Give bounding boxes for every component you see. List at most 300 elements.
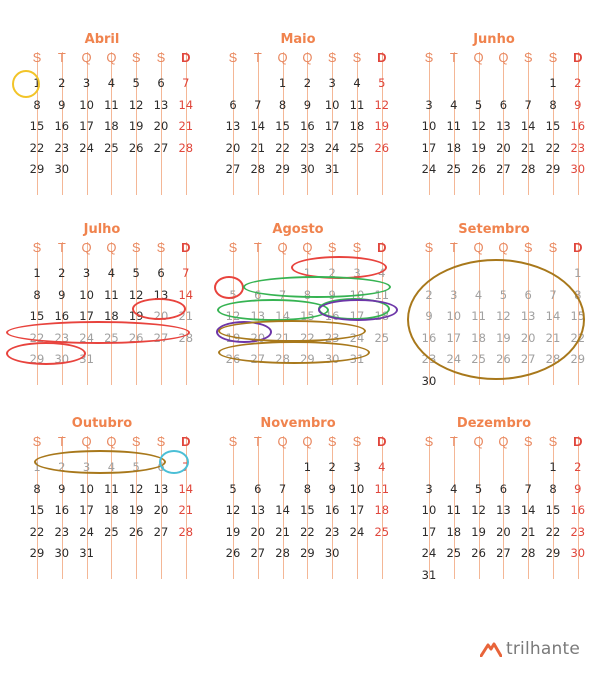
weekday-header: S [424, 50, 434, 65]
day-cell[interactable]: 30 [324, 546, 340, 561]
day-cell[interactable]: 27 [520, 352, 536, 367]
day-cell[interactable]: 23 [324, 524, 340, 539]
weekday-header: S [523, 240, 533, 255]
day-cell[interactable]: 12 [225, 309, 241, 324]
day-cell[interactable]: 14 [545, 309, 561, 324]
day-cell[interactable]: 3 [353, 460, 361, 474]
day-cell[interactable]: 20 [153, 503, 169, 518]
day-cell[interactable]: 11 [471, 309, 486, 324]
day-cell[interactable]: 30 [324, 352, 340, 367]
day-cell[interactable]: 6 [524, 287, 532, 302]
day-cell[interactable]: 10 [79, 97, 94, 112]
day-cell[interactable]: 25 [374, 524, 390, 539]
day-cell[interactable]: 29 [570, 352, 586, 367]
day-cell[interactable]: 15 [545, 503, 561, 518]
day-cell[interactable]: 27 [153, 330, 169, 345]
day-cell[interactable]: 15 [300, 503, 315, 518]
day-cell[interactable]: 16 [421, 330, 437, 345]
day-cell[interactable]: 9 [58, 287, 66, 302]
day-cell[interactable]: 20 [250, 330, 266, 345]
day-cell[interactable]: 1 [33, 76, 41, 90]
day-cell[interactable]: 30 [421, 374, 437, 388]
day-cell[interactable]: 12 [128, 481, 144, 496]
day-cell[interactable]: 26 [225, 546, 241, 561]
weekday-header: D [377, 434, 387, 449]
day-cell[interactable]: 3 [450, 287, 458, 302]
month-novembro [208, 394, 388, 574]
day-cell[interactable]: 25 [104, 330, 119, 345]
day-cell[interactable]: 2 [303, 76, 312, 90]
day-cell[interactable]: 12 [471, 503, 486, 518]
weekday-header: T [449, 50, 458, 65]
day-cell[interactable]: 27 [250, 352, 266, 367]
day-cell[interactable]: 7 [278, 481, 287, 496]
day-cell[interactable]: 3 [82, 266, 91, 280]
day-cell[interactable]: 29 [300, 546, 315, 561]
day-cell[interactable]: 2 [328, 460, 336, 474]
day-cell[interactable]: 24 [349, 330, 365, 345]
day-cell[interactable]: 3 [82, 76, 91, 90]
day-cell[interactable]: 19 [374, 119, 390, 134]
day-cell[interactable]: 8 [303, 481, 312, 496]
day-cell[interactable]: 5 [132, 460, 140, 474]
day-cell[interactable]: 4 [107, 266, 116, 280]
day-cell[interactable]: 2 [58, 266, 66, 280]
day-cell[interactable]: 7 [182, 266, 190, 280]
day-cell[interactable]: 30 [54, 352, 70, 367]
day-cell[interactable]: 9 [328, 481, 336, 496]
day-cell[interactable]: 13 [153, 481, 169, 496]
day-cell[interactable]: 8 [33, 97, 41, 112]
day-cell[interactable]: 23 [54, 330, 70, 345]
day-cell[interactable]: 20 [153, 119, 169, 134]
day-cell[interactable]: 14 [275, 503, 290, 518]
day-cell[interactable]: 11 [349, 97, 365, 112]
day-cell[interactable]: 14 [520, 503, 536, 518]
day-cell[interactable]: 18 [104, 309, 119, 324]
day-cell[interactable]: 23 [421, 352, 437, 367]
day-cell[interactable]: 12 [496, 309, 511, 324]
day-cell[interactable]: 17 [446, 330, 462, 345]
day-cell[interactable]: 19 [128, 309, 144, 324]
weekday-header: Q [81, 434, 92, 449]
weekday-header: S [228, 240, 238, 255]
day-cell[interactable]: 24 [79, 140, 94, 155]
day-cell[interactable]: 17 [421, 140, 437, 155]
day-cell[interactable]: 14 [520, 119, 536, 134]
day-cell[interactable]: 13 [496, 503, 511, 518]
day-cell[interactable]: 31 [79, 352, 94, 367]
day-cell[interactable]: 23 [54, 140, 70, 155]
day-cell[interactable]: 17 [79, 119, 94, 134]
day-cell[interactable]: 10 [79, 287, 94, 302]
day-cell[interactable]: 17 [79, 309, 94, 324]
day-cell[interactable]: 16 [570, 503, 586, 518]
day-cell[interactable]: 6 [254, 287, 262, 302]
weekday-header: D [181, 434, 191, 449]
day-cell[interactable]: 23 [300, 140, 315, 155]
day-cell[interactable]: 8 [549, 481, 557, 496]
day-cell[interactable]: 26 [374, 140, 390, 155]
day-cell[interactable]: 3 [425, 481, 433, 496]
day-cell[interactable]: 17 [79, 503, 94, 518]
day-cell[interactable]: 28 [275, 546, 290, 561]
day-cell[interactable]: 16 [54, 309, 70, 324]
day-cell[interactable]: 14 [178, 287, 194, 302]
day-cell[interactable]: 7 [524, 481, 532, 496]
month-title: Abril [84, 32, 120, 47]
day-cell[interactable]: 15 [300, 309, 315, 324]
day-cell[interactable]: 21 [178, 309, 194, 324]
day-cell[interactable]: 18 [374, 503, 390, 518]
weekday-header: T [449, 240, 458, 255]
day-cell[interactable]: 2 [328, 266, 336, 280]
day-cell[interactable]: 3 [82, 460, 91, 474]
day-cell[interactable]: 22 [29, 140, 45, 155]
day-cell[interactable]: 28 [545, 352, 561, 367]
day-cell[interactable]: 24 [421, 546, 437, 561]
day-cell[interactable]: 14 [178, 481, 194, 496]
day-cell[interactable]: 18 [104, 503, 119, 518]
day-cell[interactable]: 13 [520, 309, 536, 324]
day-cell[interactable]: 16 [54, 503, 70, 518]
day-cell[interactable]: 24 [324, 140, 340, 155]
day-cell[interactable]: 31 [324, 162, 340, 177]
day-cell[interactable]: 26 [128, 330, 144, 345]
day-cell[interactable]: 2 [58, 76, 66, 90]
day-cell[interactable]: 22 [300, 330, 315, 345]
day-cell[interactable]: 19 [225, 524, 241, 539]
trilhante-logo [480, 637, 580, 661]
day-cell[interactable]: 18 [446, 524, 462, 539]
day-cell[interactable]: 28 [275, 352, 290, 367]
day-cell[interactable]: 17 [324, 119, 340, 134]
day-cell[interactable]: 10 [349, 481, 365, 496]
day-cell[interactable]: 6 [499, 481, 508, 496]
day-cell[interactable]: 28 [520, 546, 536, 561]
day-cell[interactable]: 28 [520, 162, 536, 177]
day-cell[interactable]: 29 [300, 352, 315, 367]
day-cell[interactable]: 1 [549, 76, 557, 90]
day-cell[interactable]: 23 [324, 330, 340, 345]
day-cell[interactable]: 18 [471, 330, 486, 345]
highlight-olive [34, 450, 166, 474]
day-cell[interactable]: 13 [153, 287, 169, 302]
day-cell[interactable]: 21 [520, 524, 536, 539]
day-cell[interactable]: 12 [225, 503, 241, 518]
day-cell[interactable]: 19 [471, 524, 486, 539]
day-cell[interactable]: 1 [549, 460, 557, 474]
day-cell[interactable]: 22 [545, 140, 561, 155]
day-cell[interactable]: 22 [29, 330, 45, 345]
day-cell[interactable]: 29 [275, 162, 290, 177]
day-cell[interactable]: 27 [496, 546, 511, 561]
day-cell[interactable]: 5 [229, 481, 237, 496]
highlight-yellow [12, 70, 40, 98]
day-cell[interactable]: 8 [549, 97, 557, 112]
day-cell[interactable]: 27 [496, 162, 511, 177]
day-cell[interactable]: 1 [574, 266, 582, 280]
day-cell[interactable]: 15 [29, 309, 45, 324]
day-cell[interactable]: 29 [545, 546, 561, 561]
month-title: Julho [83, 222, 121, 237]
day-cell[interactable]: 15 [545, 119, 561, 134]
weekday-header: S [523, 50, 533, 65]
day-cell[interactable]: 18 [104, 119, 119, 134]
day-cell[interactable]: 2 [58, 460, 66, 474]
day-cell[interactable]: 7 [524, 97, 532, 112]
day-cell[interactable]: 19 [128, 503, 144, 518]
day-cell[interactable]: 1 [33, 460, 41, 474]
day-cell[interactable]: 15 [570, 309, 586, 324]
weekday-header: Q [106, 50, 117, 65]
day-cell[interactable]: 25 [446, 546, 462, 561]
day-cell[interactable]: 28 [178, 330, 194, 345]
day-cell[interactable]: 23 [570, 524, 586, 539]
day-cell[interactable]: 7 [182, 76, 190, 90]
day-cell[interactable]: 25 [349, 140, 365, 155]
day-cell[interactable]: 20 [520, 330, 536, 345]
day-cell[interactable]: 6 [157, 460, 165, 474]
day-cell[interactable]: 8 [33, 481, 41, 496]
day-cell[interactable]: 22 [570, 330, 586, 345]
day-cell[interactable]: 31 [421, 568, 437, 582]
day-cell[interactable]: 12 [374, 97, 390, 112]
day-cell[interactable]: 3 [425, 97, 433, 112]
day-cell[interactable]: 13 [250, 503, 266, 518]
day-cell[interactable]: 22 [300, 524, 315, 539]
day-cell[interactable]: 24 [446, 352, 462, 367]
day-cell[interactable]: 19 [225, 330, 241, 345]
day-cell[interactable]: 9 [58, 481, 66, 496]
day-cell[interactable]: 6 [229, 97, 237, 112]
day-cell[interactable]: 9 [58, 97, 66, 112]
day-cell[interactable]: 3 [328, 76, 336, 90]
day-cell[interactable]: 21 [178, 119, 194, 134]
day-cell[interactable]: 13 [250, 309, 266, 324]
day-cell[interactable]: 8 [574, 287, 582, 302]
day-cell[interactable]: 16 [570, 119, 586, 134]
day-cell[interactable]: 21 [520, 140, 536, 155]
day-cell[interactable]: 27 [250, 546, 266, 561]
day-cell[interactable]: 2 [574, 76, 582, 90]
day-cell[interactable]: 1 [33, 266, 41, 280]
day-cell[interactable]: 11 [374, 481, 390, 496]
weekday-header: S [548, 434, 558, 449]
day-cell[interactable]: 21 [545, 330, 561, 345]
day-cell[interactable]: 4 [474, 287, 483, 302]
day-cell[interactable]: 20 [153, 309, 169, 324]
day-cell[interactable]: 10 [324, 97, 340, 112]
day-cell[interactable]: 22 [275, 140, 290, 155]
day-cell[interactable]: 9 [425, 309, 433, 324]
day-cell[interactable]: 4 [378, 266, 386, 280]
day-cell[interactable]: 28 [178, 140, 194, 155]
day-cell[interactable]: 15 [275, 119, 290, 134]
day-cell[interactable]: 22 [545, 524, 561, 539]
day-cell[interactable]: 4 [450, 481, 458, 496]
day-cell[interactable]: 31 [79, 546, 94, 561]
day-cell[interactable]: 24 [79, 524, 94, 539]
day-cell[interactable]: 26 [471, 162, 486, 177]
day-cell[interactable]: 29 [29, 352, 45, 367]
day-cell[interactable]: 4 [353, 76, 361, 90]
day-cell[interactable]: 27 [153, 140, 169, 155]
day-cell[interactable]: 21 [275, 330, 290, 345]
month-title: Outubro [71, 416, 133, 431]
day-cell[interactable]: 29 [545, 162, 561, 177]
day-cell[interactable]: 19 [496, 330, 511, 345]
day-cell[interactable]: 1 [303, 266, 312, 280]
day-cell[interactable]: 29 [29, 162, 45, 177]
day-cell[interactable]: 9 [574, 97, 582, 112]
day-cell[interactable]: 14 [250, 119, 266, 134]
day-cell[interactable]: 26 [225, 352, 241, 367]
weekday-header: S [32, 50, 42, 65]
day-cell[interactable]: 16 [324, 309, 340, 324]
day-cell[interactable]: 4 [450, 97, 458, 112]
day-cell[interactable]: 26 [471, 546, 486, 561]
day-cell[interactable]: 11 [446, 503, 462, 518]
day-cell[interactable]: 19 [471, 140, 486, 155]
day-cell[interactable]: 19 [128, 119, 144, 134]
day-cell[interactable]: 1 [278, 76, 287, 90]
day-cell[interactable]: 7 [254, 97, 262, 112]
day-cell[interactable]: 17 [349, 309, 365, 324]
day-cell[interactable]: 16 [324, 503, 340, 518]
day-cell[interactable]: 21 [178, 503, 194, 518]
highlight-red [6, 342, 86, 365]
day-cell[interactable]: 22 [29, 524, 45, 539]
day-cell[interactable]: 24 [421, 162, 437, 177]
day-cell[interactable]: 4 [378, 460, 386, 474]
day-cell[interactable]: 12 [128, 287, 144, 302]
day-cell[interactable]: 6 [157, 76, 165, 90]
day-cell[interactable]: 5 [474, 97, 483, 112]
day-cell[interactable]: 16 [54, 119, 70, 134]
day-cell[interactable]: 11 [374, 287, 390, 302]
day-cell[interactable]: 25 [104, 140, 119, 155]
day-cell[interactable]: 13 [225, 119, 241, 134]
day-cell[interactable]: 15 [29, 119, 45, 134]
day-cell[interactable]: 20 [250, 524, 266, 539]
day-cell[interactable]: 23 [54, 524, 70, 539]
day-cell[interactable]: 8 [303, 287, 312, 302]
day-cell[interactable]: 11 [446, 119, 462, 134]
day-cell[interactable]: 10 [421, 503, 437, 518]
day-cell[interactable]: 12 [128, 97, 144, 112]
day-cell[interactable]: 8 [278, 97, 287, 112]
day-cell[interactable]: 5 [132, 76, 140, 90]
day-cell[interactable]: 9 [303, 97, 312, 112]
day-cell[interactable]: 25 [374, 330, 390, 345]
day-cell[interactable]: 31 [349, 352, 365, 367]
day-cell[interactable]: 27 [153, 524, 169, 539]
day-cell[interactable]: 26 [496, 352, 511, 367]
day-cell[interactable]: 10 [349, 287, 365, 302]
day-cell[interactable]: 8 [33, 287, 41, 302]
day-cell[interactable]: 21 [275, 524, 290, 539]
day-cell[interactable]: 9 [328, 287, 336, 302]
day-cell[interactable]: 28 [178, 524, 194, 539]
weekday-header: S [352, 50, 362, 65]
day-cell[interactable]: 10 [79, 481, 94, 496]
day-cell[interactable]: 4 [107, 76, 116, 90]
day-cell[interactable]: 29 [29, 546, 45, 561]
day-cell[interactable]: 30 [570, 546, 586, 561]
day-cell[interactable]: 11 [104, 481, 119, 496]
day-cell[interactable]: 25 [446, 162, 462, 177]
day-cell[interactable]: 5 [229, 287, 237, 302]
day-cell[interactable]: 30 [300, 162, 315, 177]
day-cell[interactable]: 7 [278, 287, 287, 302]
day-cell[interactable]: 17 [421, 524, 437, 539]
day-cell[interactable]: 5 [474, 481, 483, 496]
day-cell[interactable]: 5 [378, 76, 386, 90]
day-cell[interactable]: 16 [300, 119, 315, 134]
month-junho [404, 10, 584, 190]
day-cell[interactable]: 20 [225, 140, 241, 155]
day-cell[interactable]: 11 [104, 287, 119, 302]
day-cell[interactable]: 3 [353, 266, 361, 280]
weekday-header: Q [277, 50, 288, 65]
day-cell[interactable]: 30 [54, 546, 70, 561]
day-cell[interactable]: 12 [471, 119, 486, 134]
day-cell[interactable]: 30 [570, 162, 586, 177]
day-cell[interactable]: 18 [374, 309, 390, 324]
day-cell[interactable]: 24 [79, 330, 94, 345]
day-cell[interactable]: 14 [275, 309, 290, 324]
day-cell[interactable]: 20 [496, 140, 511, 155]
day-cell[interactable]: 24 [349, 524, 365, 539]
day-cell[interactable]: 15 [29, 503, 45, 518]
day-cell[interactable]: 26 [128, 140, 144, 155]
day-cell[interactable]: 4 [107, 460, 116, 474]
day-cell[interactable]: 5 [499, 287, 508, 302]
day-cell[interactable]: 26 [128, 524, 144, 539]
day-cell[interactable]: 7 [549, 287, 557, 302]
day-cell[interactable]: 2 [425, 287, 433, 302]
day-cell[interactable]: 2 [574, 460, 582, 474]
day-cell[interactable]: 27 [225, 162, 241, 177]
day-cell[interactable]: 21 [250, 140, 266, 155]
day-cell[interactable]: 6 [157, 266, 165, 280]
day-cell[interactable]: 5 [132, 266, 140, 280]
day-cell[interactable]: 18 [446, 140, 462, 155]
day-cell[interactable]: 10 [446, 309, 462, 324]
day-cell[interactable]: 9 [574, 481, 582, 496]
day-cell[interactable]: 18 [349, 119, 365, 134]
day-cell[interactable]: 25 [104, 524, 119, 539]
day-cell[interactable]: 11 [104, 97, 119, 112]
day-cell[interactable]: 6 [499, 97, 508, 112]
day-cell[interactable]: 1 [303, 460, 312, 474]
day-cell[interactable]: 28 [250, 162, 266, 177]
day-cell[interactable]: 13 [496, 119, 511, 134]
day-cell[interactable]: 6 [254, 481, 262, 496]
day-cell[interactable]: 13 [153, 97, 169, 112]
weekday-header: Q [498, 240, 509, 255]
day-cell[interactable]: 23 [570, 140, 586, 155]
day-cell[interactable]: 25 [471, 352, 486, 367]
day-cell[interactable]: 14 [178, 97, 194, 112]
day-cell[interactable]: 7 [182, 460, 190, 474]
day-cell[interactable]: 20 [496, 524, 511, 539]
day-cell[interactable]: 10 [421, 119, 437, 134]
weekday-header: Q [106, 434, 117, 449]
day-cell[interactable]: 17 [349, 503, 365, 518]
day-cell[interactable]: 30 [54, 162, 70, 177]
